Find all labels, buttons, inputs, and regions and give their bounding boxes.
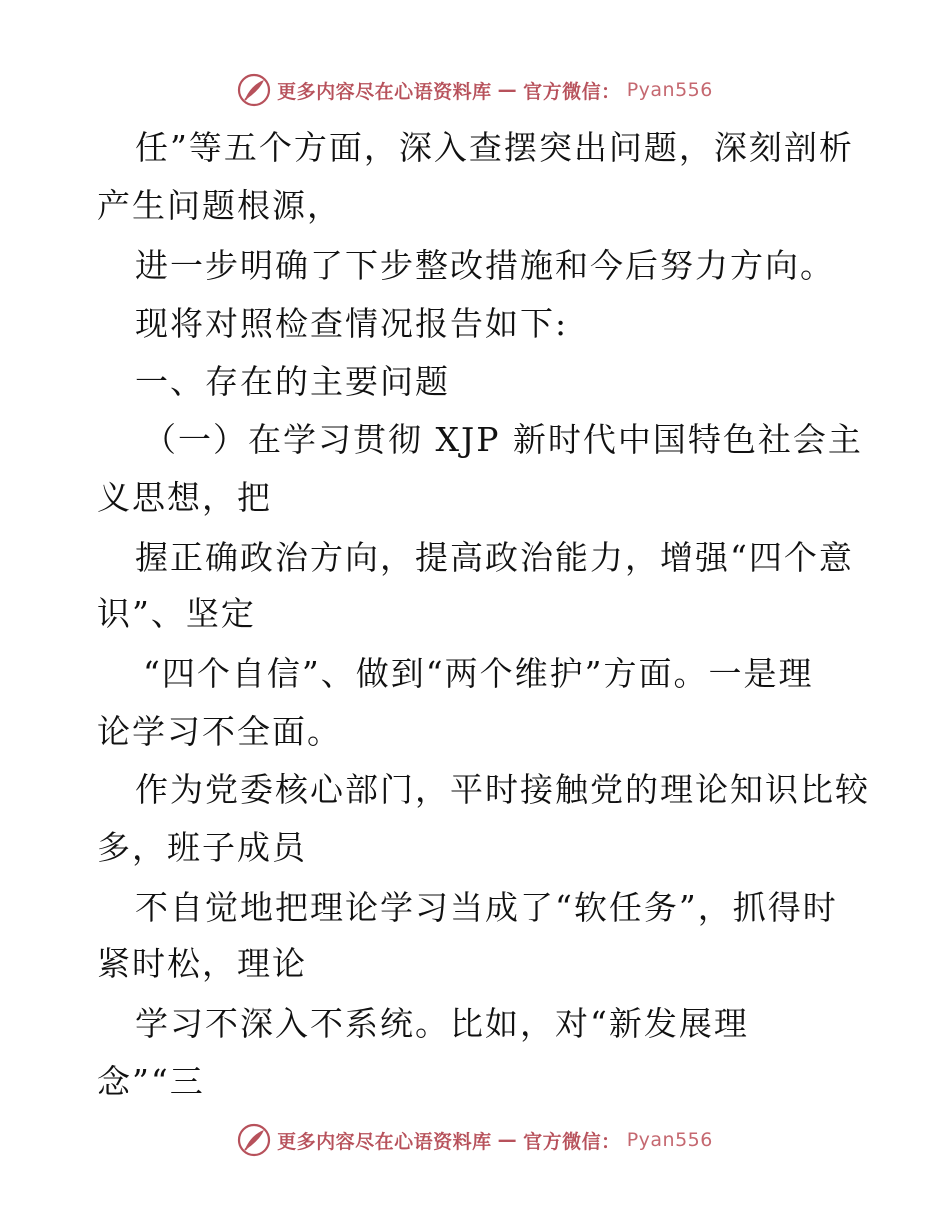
watermark-main-text: 更多内容尽在心语资料库 [277, 80, 492, 103]
watermark-contact-label: 官方微信： [523, 80, 621, 103]
body-line: 念”“三 [97, 1062, 205, 1101]
body-line: 义思想，把 [97, 478, 272, 517]
body-line: 进一步明确了下步整改措施和今后努力方向。 [135, 246, 835, 285]
body-line: 多，班子成员 [97, 828, 307, 867]
body-line: 作为党委核心部门，平时接触党的理论知识比较 [135, 770, 870, 809]
body-line: 不自觉地把理论学习当成了“软任务”，抓得时 [135, 888, 838, 927]
body-line: 紧时松，理论 [97, 944, 307, 983]
body-line: 产生问题根源， [97, 186, 342, 225]
body-line: “四个自信”、做到“两个维护”方面。一是理 [143, 654, 814, 693]
watermark-separator: — [497, 1129, 518, 1151]
body-line: 论学习不全面。 [97, 712, 342, 751]
quill-circle-icon [237, 1123, 271, 1157]
body-line: 学习不深入不系统。比如，对“新发展理 [135, 1004, 749, 1043]
body-line: 现将对照检查情况报告如下: [135, 304, 569, 343]
watermark-main-text: 更多内容尽在心语资料库 [277, 1130, 492, 1153]
body-line: 识”、坚定 [97, 594, 256, 633]
body-line: 任”等五个方面，深入查摆突出问题，深刻剖析 [135, 128, 854, 167]
watermark-contact-label: 官方微信： [523, 1130, 621, 1153]
header-watermark [0, 70, 950, 110]
section-heading: 一、存在的主要问题 [135, 362, 450, 401]
body-line: （一）在学习贯彻 XJP 新时代中国特色社会主 [143, 420, 863, 459]
quill-circle-icon [237, 73, 271, 107]
body-line: 握正确政治方向，提高政治能力，增强“四个意 [135, 538, 854, 577]
watermark-contact-id: Pyan556 [626, 1129, 713, 1151]
watermark-separator: — [497, 79, 518, 101]
watermark-contact-id: Pyan556 [626, 79, 713, 101]
footer-watermark [0, 1120, 950, 1160]
